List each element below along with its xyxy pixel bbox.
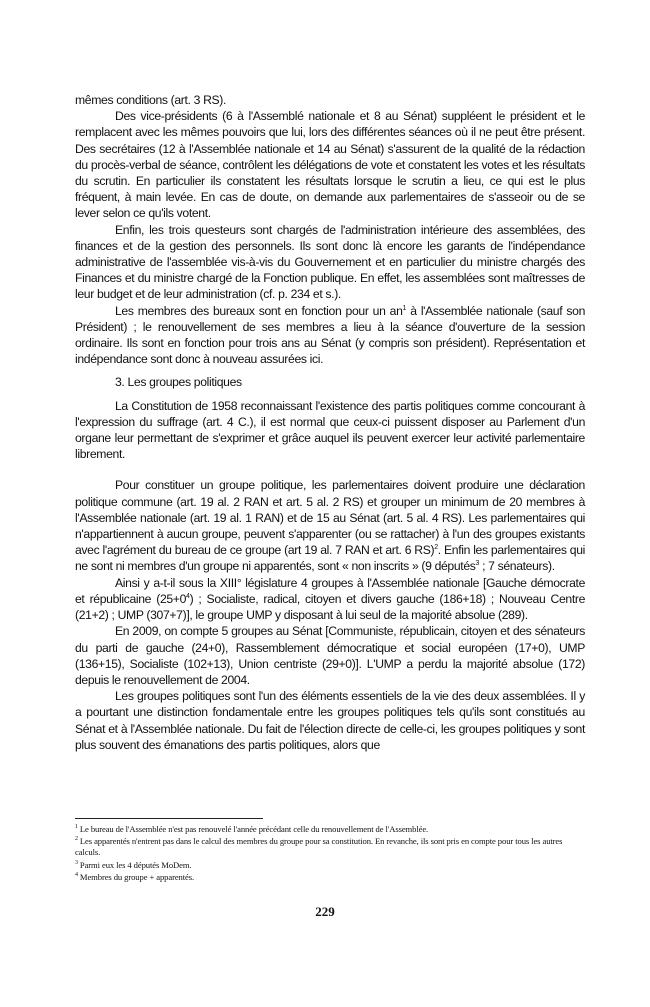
footnote-ref-3: 3: [475, 560, 480, 568]
paragraph-vice-presidents: Des vice-présidents (6 à l'Assemblé nationale et 8 au Sénat) suppléent le président et le remplacent avec les mêmes pouvoirs que lui, lors des différentes séances où il ne peut être présent. Des secrétaires (12 à l'Assemblée nationale et 14 au Sénat) s'assurent de la qualité de la rédaction du procès-verbal de séance, contrôlent les délégations de vote et constatent les votes et les résultats du scrutin. En particulier ils constatent les résultats lorsque le scrutin a lieu, ce qui est le plus fréquent, à main levée. En cas de doute, on demande aux parlementaires de s'asseoir ou de se lever selon ce qu'ils votent.: [75, 109, 585, 221]
footnote-2: [75, 836, 585, 858]
paragraph-senat-groupes: En 2009, on compte 5 groupes au Sénat [Communiste, républicain, citoyen et des sénateurs du parti de gauche (24+0), Rassemblement démocratique et social européen (17+0), UMP (136+15), Socialiste (102+13), Union centriste (29+0)]. L'UMP a perdu la majorité absolue (172) depuis le renouvellement de 2004.: [75, 624, 585, 687]
footnote-ref-4: 4: [186, 592, 190, 600]
main-text: [75, 92, 585, 753]
paragraph-bureaux: [75, 303, 585, 368]
footnotes: [75, 824, 585, 884]
text-segment: Pour constituer un groupe politique, les parlementaires doivent produire une déclaration politique commune (art. 19 al. 2 RAN et art. 5 al. 2 RS) et grouper un minimum de 20 membres à l'Assemblée nationale (art. 19 al. 1 RAN) et de 15 au Sénat (art. 5 al. 4 RS). Les parlementaires qui n'appartiennent à aucun groupe, peuvent s'apparenter (ou se rattacher) à l'un des groupes existants avec l'agrément du bureau de ce groupe (art 19 al. 7 RAN et art. 6 RS): [75, 478, 585, 558]
footnote-number: 3: [75, 859, 78, 866]
paragraph-constituer-groupe: [75, 477, 585, 574]
paragraph-constitution: La Constitution de 1958 reconnaissant l'existence des partis politiques comme concourant à l'expression du suffrage (art. 4 C.), il est normal que ceux-ci puissent disposer au Parlement d'un organe leur permettant de s'exprimer et grâce auquel ils peuvent exercer leur activité parlementaire librement.: [75, 398, 585, 462]
footnote-number: 2: [75, 836, 78, 843]
footnote-number: 4: [75, 871, 78, 878]
paragraph-elements-essentiels: Les groupes politiques sont l'un des éléments essentiels de la vie des deux assemblées. Il y a pourtant une distinction fondamentale entre les groupes politiques tels qu'ils sont constitués au Sénat et à l'Assemblée nationale. Du fait de l'élection directe de celle-ci, les groupes politiques y sont plus souvent des émanations des partis politiques, alors que: [75, 689, 585, 752]
paragraph-questeurs: Enfin, les trois questeurs sont chargés de l'administration intérieure des assemblées, des finances et de la gestion des personnels. Ils sont donc là encore les garants de l'indépendance administrative de l'assemblée vis-à-vis du Gouvernement et en particulier du ministre chargés des Finances et du ministre chargé de la Fonction publique. En effet, les assemblées sont maîtresses de leur budget et de leur administration (cf. p. 234 et s.).: [75, 222, 585, 302]
text-segment: Les membres des bureaux sont en fonction pour un an: [115, 303, 403, 318]
footnote-text: Les apparentés n'entrent pas dans le calcul des membres du groupe pour sa constitution. En revanche, ils sont pris en compte pour tous les autres calculs.: [75, 836, 563, 858]
footnote-3: [75, 860, 585, 871]
text-segment: ; 7 sénateurs).: [479, 559, 555, 574]
footnote-1: [75, 824, 585, 835]
footnote-text: Membres du groupe + apparentés.: [79, 871, 195, 882]
paragraph-assemblee-groupes: [75, 575, 585, 624]
section-heading: 3. Les groupes politiques: [115, 375, 242, 390]
footnote-text: Le bureau de l'Assemblée n'est pas renouvelé l'année précédant celle du renouvellement de l'Assemblée.: [79, 824, 429, 834]
text-segment: ) ; Socialiste, radical, citoyen et divers gauche (186+18) ; Nouveau Centre (21+2) ; UMP (307+7)], le groupe UMP y disposant à lui seul de la majorité absolue (289).: [75, 591, 585, 623]
text-segment: . Enfin les parlementaires qui ne sont ni membres d'un groupe ni apparentés, sont « non inscrits » (9 députés: [75, 543, 585, 574]
footnote-ref-1: 1: [402, 304, 407, 312]
footnote-4: [75, 872, 585, 883]
footnote-text: Parmi eux les 4 députés MoDem.: [79, 859, 192, 870]
footnote-ref-2: 2: [434, 544, 438, 552]
footnote-number: 1: [75, 824, 78, 831]
paragraph-continuation: mêmes conditions (art. 3 RS).: [75, 93, 227, 107]
text-segment: à l'Assemblée nationale (sauf son Président) ; le renouvellement de ses membres a lieu à la séance d'ouverture de la session ordinaire. Ils sont en fonction pour trois ans au Sénat (y compris son président). Représentation et indépendance sont donc à nouveau assurées ici.: [75, 303, 585, 367]
footnote-separator: [75, 818, 263, 819]
page-number: 229: [315, 904, 335, 919]
text-segment: Ainsi y a-t-il sous la XIII° législature 4 groupes à l'Assemblée nationale [Gauche démocrate et républicaine (25+0: [75, 575, 585, 606]
